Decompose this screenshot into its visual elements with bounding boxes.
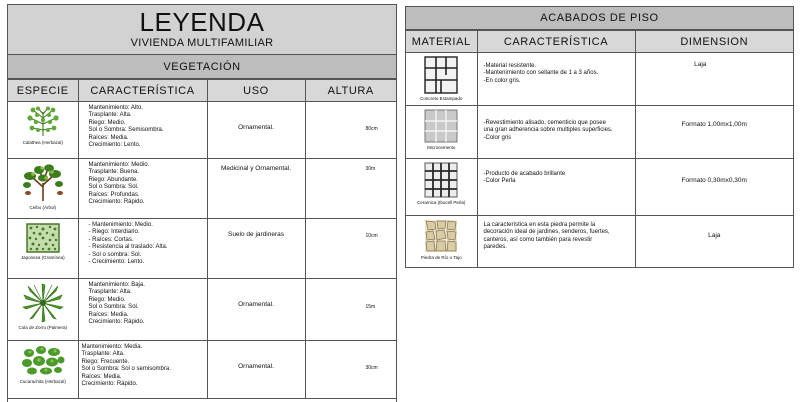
table-row <box>406 106 793 159</box>
altura-cell: 80cm <box>305 102 396 159</box>
car-line: Mantenimiento: Medio. <box>88 162 150 168</box>
material-cell <box>406 53 477 106</box>
microcement-icon <box>424 109 458 143</box>
car-line: Raíces: Media. <box>88 134 129 141</box>
leyenda-panel <box>7 4 397 402</box>
dimension-cell: Formato 0,30mx0,30m <box>635 159 793 216</box>
table-row <box>406 53 793 106</box>
dimension-cell: Formato 1,00mx1,00m <box>635 106 793 159</box>
dimension-cell: Laja <box>635 53 793 106</box>
table-row <box>8 102 396 159</box>
car-line: Crecimiento: Lento. <box>88 142 141 149</box>
vegetacion-section-header: VEGETACIÓN <box>8 55 396 79</box>
car-line: Sol o Sombra: Sol. <box>88 184 139 191</box>
car-line: canteros, así como también para revestir <box>483 236 593 243</box>
car-line: una gran adherencia sobre multiples superficies. <box>483 127 613 134</box>
especie-cell <box>8 219 78 279</box>
table-row <box>406 216 793 268</box>
dimension-cell: Laja <box>635 216 793 268</box>
caracteristica-cell <box>477 106 635 159</box>
car-line: Mantenimiento: Alto. <box>88 105 143 111</box>
car-line: paredes. <box>483 244 507 251</box>
car-line: Crecimiento: Rápido. <box>88 319 145 326</box>
car-line: -Color Perla <box>483 178 516 185</box>
header-especie: ESPECIE <box>8 80 78 102</box>
caracteristica-cell <box>477 216 635 268</box>
caracteristica-cell <box>477 53 635 106</box>
herbazal-icon <box>26 106 60 138</box>
table-row <box>8 341 396 399</box>
material-cell <box>406 216 477 268</box>
especie-name: Cucarachita (Herbazal) <box>19 379 66 384</box>
car-line: Trasplante: Alta. <box>88 289 132 296</box>
material-name: Microcemento <box>427 145 456 150</box>
material-cell <box>406 159 477 216</box>
especie-cell <box>8 279 78 341</box>
caracteristica-cell <box>477 159 635 216</box>
car-line: - Raíces: Cortas. <box>88 236 134 243</box>
car-line: Raíces: Media. <box>88 311 129 318</box>
car-line: Riego: Medio. <box>88 296 126 303</box>
grass-icon <box>26 223 60 253</box>
car-line: -Material resistente. <box>483 63 537 69</box>
leyenda-title: LEYENDA <box>139 7 265 37</box>
car-line: Sol o Sombra: Semisombra. <box>88 127 164 134</box>
car-line: Sol o Sombra: Sol o semisombra. <box>81 366 171 373</box>
caracteristica-cell <box>78 102 207 159</box>
uso-cell: Ornamental. <box>207 279 305 341</box>
car-line: -Revestimiento alisado, cementicio que posee <box>483 120 606 126</box>
car-line: Trasplante: Alta. <box>81 351 125 358</box>
car-line: Mantenimiento: Media. <box>81 344 143 350</box>
especie-cell <box>8 159 78 219</box>
car-line: - Riego: Interdiario. <box>88 229 140 236</box>
leyenda-title-box <box>8 5 396 55</box>
car-line: Crecimiento: Rápido. <box>88 199 145 206</box>
concrete-icon <box>424 56 458 94</box>
especie-name: Calathea (Herbazal) <box>22 140 63 145</box>
especie-name: Cola de Zorro (Palmera) <box>18 325 67 330</box>
car-line: - Resistencia al traslado: Alta. <box>88 244 168 251</box>
especie-cell <box>8 341 78 399</box>
vegetacion-table <box>8 79 396 399</box>
car-line: Riego: Medio. <box>88 119 126 126</box>
car-line: Crecimiento: Rápido. <box>81 381 138 388</box>
car-line: Trasplante: Alta. <box>88 112 132 119</box>
car-line: -Color gris <box>483 134 512 141</box>
header-uso: USO <box>207 80 305 102</box>
acabados-table <box>406 30 793 268</box>
car-line: Mantenimiento: Baja. <box>88 282 145 288</box>
ceramic-icon <box>424 162 458 198</box>
palm-icon <box>20 283 66 323</box>
material-name: Ceramica (Ibucell Perla) <box>417 200 466 205</box>
table-row <box>8 159 396 219</box>
car-line: decoración ideal de jardines, senderos, fuertes, <box>483 229 610 236</box>
uso-cell: Ornamental. <box>207 341 305 399</box>
table-row <box>406 159 793 216</box>
car-line: Trasplante: Buena. <box>88 169 139 176</box>
car-line: -Mantenimiento con sellante de 1 a 3 años. <box>483 70 599 77</box>
car-line: - Crecimiento: Lento. <box>88 259 145 266</box>
car-line: Raíces: Profundas. <box>88 191 140 198</box>
car-line: -En color gris. <box>483 77 521 84</box>
material-cell <box>406 106 477 159</box>
car-line: - Mantenimiento: Medio. <box>88 222 153 228</box>
car-line: - Sol o sombra: Sol. <box>88 251 142 258</box>
uso-cell: Medicinal y Ornamental. <box>207 159 305 219</box>
acabados-title: ACABADOS DE PISO <box>406 7 793 30</box>
vegetacion-header-row <box>8 80 396 102</box>
tree-icon <box>20 163 66 203</box>
altura-cell: 30m <box>305 159 396 219</box>
especie-name: Japonesa (Gramínea) <box>20 255 65 260</box>
altura-cell: 15m <box>305 279 396 341</box>
altura-cell: 30cm <box>305 341 396 399</box>
car-line: La característica en esta piedra permite la <box>483 222 596 228</box>
header-caracteristica: CARACTERÍSTICA <box>78 80 207 102</box>
caracteristica-cell <box>78 341 207 399</box>
especie-name: Ceibo (Árbol) <box>29 205 56 210</box>
uso-cell: Ornamental. <box>207 102 305 159</box>
header-material: MATERIAL <box>406 31 477 53</box>
material-name: Piedra de Río o Tajo <box>420 255 462 260</box>
especie-cell <box>8 102 78 159</box>
header-caracteristica: CARACTERÍSTICA <box>477 31 635 53</box>
table-row <box>8 279 396 341</box>
header-altura: ALTURA <box>305 80 396 102</box>
car-line: Raíces: Media. <box>81 373 122 380</box>
car-line: Riego: Frecuente. <box>81 358 130 365</box>
stone-icon <box>424 219 458 253</box>
leyenda-subtitle: VIVIENDA MULTIFAMILIAR <box>130 37 274 49</box>
table-row <box>8 219 396 279</box>
material-name: Concreto Estampado <box>420 96 463 101</box>
car-line: -Producto de acabado brillante <box>483 171 566 177</box>
caracteristica-cell <box>78 159 207 219</box>
fern-icon <box>21 345 65 377</box>
uso-cell: Suelo de jardineras <box>207 219 305 279</box>
acabados-header-row <box>406 31 793 53</box>
caracteristica-cell <box>78 219 207 279</box>
altura-cell: 10cm <box>305 219 396 279</box>
caracteristica-cell <box>78 279 207 341</box>
header-dimension: DIMENSION <box>635 31 793 53</box>
car-line: Riego: Abundante. <box>88 176 138 183</box>
acabados-panel <box>405 6 794 268</box>
car-line: Sol o Sombra: Sol. <box>88 304 139 311</box>
